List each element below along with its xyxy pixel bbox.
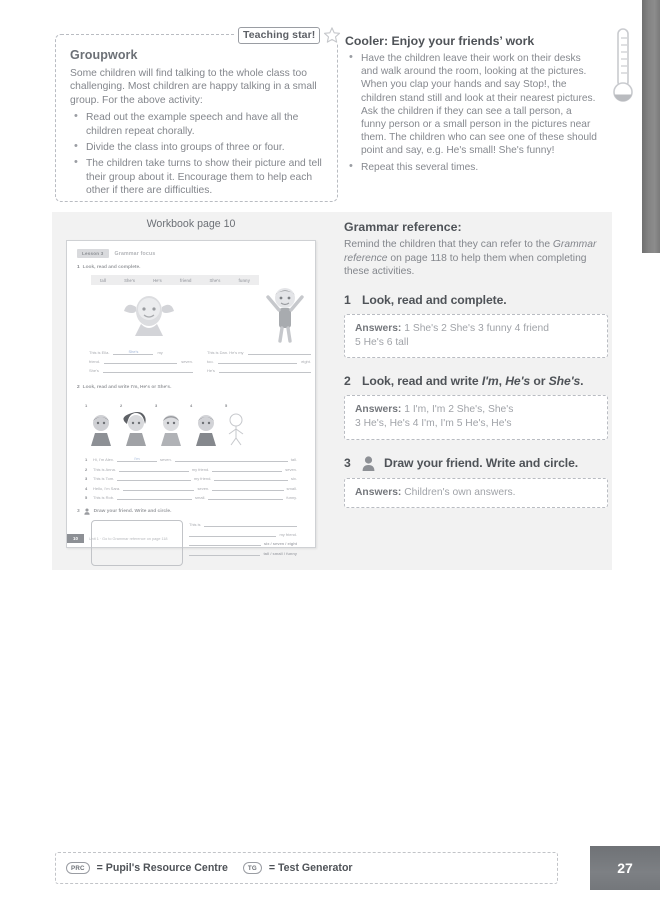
workbook-lesson-header bbox=[77, 249, 315, 258]
grammar-reference-intro bbox=[344, 238, 608, 279]
teaching-star-panel bbox=[55, 28, 338, 202]
workbook-answer-line[interactable] bbox=[89, 367, 193, 373]
face-thumb bbox=[225, 394, 247, 451]
answer-box bbox=[344, 478, 608, 508]
answer-line bbox=[355, 322, 598, 336]
blank-field[interactable] bbox=[123, 485, 194, 491]
line-tail: eight. bbox=[301, 359, 311, 364]
line-tail: my friend. bbox=[279, 531, 297, 537]
title-italic-1: I'm bbox=[481, 374, 499, 389]
answer-box bbox=[344, 314, 608, 358]
blank-field[interactable] bbox=[189, 550, 260, 556]
blank-field[interactable] bbox=[204, 521, 297, 527]
top-content-row bbox=[0, 24, 612, 204]
intro-after: on page 118 to help them when completing these activities. bbox=[344, 252, 587, 278]
workbook-answer-line[interactable] bbox=[85, 456, 297, 462]
line-text: friend. bbox=[89, 359, 101, 364]
workbook-caption: Workbook page 10 bbox=[146, 218, 236, 230]
line-tail: small. bbox=[286, 485, 297, 491]
blank-field[interactable] bbox=[175, 456, 288, 462]
workbook-ex1-col-right bbox=[207, 349, 311, 376]
blank-field[interactable] bbox=[212, 466, 282, 472]
answer-line: 3 He's, He's 4 I'm, I'm 5 He's, He's bbox=[355, 418, 512, 430]
workbook-ex1-answer-columns bbox=[89, 349, 315, 376]
wordbank-word: friend bbox=[179, 277, 192, 283]
workbook-page-preview[interactable] bbox=[66, 240, 316, 556]
line-tail: seven. bbox=[285, 466, 298, 472]
title-italic-2: He's bbox=[505, 374, 531, 389]
teaching-star-label: Teaching star! bbox=[238, 27, 320, 44]
thermometer-icon bbox=[610, 26, 636, 106]
face-thumb bbox=[120, 394, 152, 451]
answer-box bbox=[344, 395, 608, 439]
answers-text: 1 I'm, I'm 2 She's, She's bbox=[404, 404, 514, 416]
title-mid-2: or bbox=[530, 374, 549, 389]
wordbank-word: funny bbox=[238, 277, 250, 283]
line-mid: small. bbox=[195, 495, 206, 500]
line-options: six / seven / eight bbox=[263, 541, 297, 546]
wordbank-word: tall bbox=[100, 277, 107, 283]
line-text: He's bbox=[207, 368, 215, 373]
workbook-answer-line[interactable] bbox=[207, 349, 311, 355]
workbook-ex2-lines bbox=[85, 456, 297, 500]
cooler-title: Cooler: Enjoy your friends’ work bbox=[345, 34, 535, 48]
face-index: 2 bbox=[120, 403, 123, 408]
exercise-1-heading bbox=[344, 293, 608, 307]
line-mid: my friend. bbox=[193, 476, 212, 481]
grammar-reference-title: Grammar reference: bbox=[344, 220, 462, 234]
title-italic-3: She's bbox=[548, 374, 581, 389]
line-tail: funny. bbox=[286, 495, 297, 500]
title-end: . bbox=[580, 374, 584, 389]
exercise-2-heading bbox=[344, 374, 608, 388]
blank-field[interactable] bbox=[104, 358, 177, 364]
line-text: Hi, I'm Alex. bbox=[93, 457, 114, 462]
exercise-number: 3 bbox=[344, 456, 351, 471]
star-icon bbox=[323, 26, 341, 44]
filled-answer: She's bbox=[113, 349, 153, 355]
workbook-ex1-illustrations bbox=[67, 285, 315, 341]
workbook-ex2-text: Look, read and write I'm, He's or She's. bbox=[82, 385, 172, 390]
blank-field[interactable] bbox=[117, 475, 191, 481]
groupwork-title: Groupwork bbox=[70, 48, 138, 62]
blank-field[interactable] bbox=[119, 466, 189, 472]
list-item: • Divide the class into groups of three or four. bbox=[70, 141, 323, 154]
workbook-ex1-col-left bbox=[89, 349, 193, 376]
workbook-ex2-title bbox=[77, 385, 315, 390]
line-text: Hello, I'm Sara. bbox=[93, 485, 121, 491]
blank-field[interactable] bbox=[248, 349, 311, 355]
line-number: 1 bbox=[85, 457, 88, 462]
line-number: 4 bbox=[85, 485, 88, 491]
wordbank-word: She's bbox=[124, 277, 136, 283]
cooler-bullet-list bbox=[345, 52, 597, 174]
face-thumb bbox=[85, 394, 117, 451]
answer-line bbox=[355, 486, 598, 500]
workbook-drawing-box[interactable] bbox=[88, 520, 183, 566]
workbook-ex1-text: Look, read and complete. bbox=[82, 265, 141, 270]
blank-field[interactable] bbox=[214, 475, 288, 481]
line-text: This is Tom. bbox=[93, 476, 115, 481]
list-item: • Read out the example speech and have all the children repeat chorally. bbox=[70, 111, 323, 138]
answers-text: 1 She's 2 She's 3 funny 4 friend bbox=[404, 322, 549, 334]
workbook-footer-note: Unit 1 · Go to Grammar reference on page 118 bbox=[88, 536, 168, 541]
answers-label: Answers: bbox=[355, 404, 402, 416]
answer-line bbox=[355, 403, 598, 417]
line-mid: seven. bbox=[160, 457, 172, 462]
line-options: tall / small / funny bbox=[263, 550, 297, 556]
workbook-answer-line[interactable] bbox=[85, 485, 297, 491]
face-thumb bbox=[190, 394, 222, 451]
boy-illustration bbox=[263, 285, 307, 343]
cooler-section bbox=[345, 34, 597, 177]
child-illustration bbox=[85, 412, 117, 446]
workbook-answer-line[interactable] bbox=[85, 494, 297, 500]
workbook-page-number: 10 bbox=[67, 534, 84, 543]
workbook-lesson-focus: Grammar focus bbox=[114, 250, 156, 257]
list-item: • Repeat this several times. bbox=[345, 161, 597, 174]
child-illustration bbox=[120, 412, 152, 446]
blank-field[interactable] bbox=[212, 485, 283, 491]
answer-line: 5 He's 6 tall bbox=[355, 336, 409, 348]
blank-field[interactable] bbox=[117, 494, 192, 500]
prc-chip: PRC bbox=[66, 862, 90, 874]
line-text: This is Ella. bbox=[89, 350, 110, 355]
exercise-number: 1 bbox=[344, 292, 351, 307]
answers-label: Answers: bbox=[355, 486, 402, 498]
answers-text: Children's own answers. bbox=[404, 486, 516, 498]
tg-label: = Test Generator bbox=[268, 862, 353, 874]
workbook-answer-line[interactable] bbox=[89, 358, 193, 364]
groupwork-bullet-list bbox=[70, 111, 323, 197]
blank-field[interactable] bbox=[103, 367, 193, 373]
workbook-ex2-num: 2 bbox=[77, 385, 80, 390]
workbook-answer-line[interactable] bbox=[207, 367, 311, 373]
girl-illustration bbox=[119, 287, 179, 343]
wordbank-word: She's bbox=[209, 277, 221, 283]
workbook-page-footer bbox=[67, 531, 315, 543]
workbook-ex1-num: 1 bbox=[77, 265, 80, 270]
title-plain: Look, read and write bbox=[362, 374, 482, 389]
workbook-ex3-text: Draw your friend. Write and circle. bbox=[93, 509, 172, 514]
answers-label: Answers: bbox=[355, 322, 402, 334]
child-illustration bbox=[190, 412, 222, 446]
title-mid-1: , bbox=[498, 374, 506, 389]
workbook-ex1-title bbox=[77, 265, 315, 270]
exercise-title bbox=[362, 374, 583, 388]
prc-label: = Pupil's Resource Centre bbox=[96, 862, 228, 874]
page-number: 27 bbox=[590, 846, 660, 890]
blank-field[interactable] bbox=[208, 494, 283, 500]
workbook-ex2-faces bbox=[85, 394, 315, 451]
workbook-ex3-num: 3 bbox=[77, 509, 80, 514]
line-tail: seven. bbox=[181, 359, 193, 364]
stick-figure-illustration bbox=[225, 412, 247, 446]
blank-field[interactable] bbox=[218, 358, 298, 364]
workbook-wordbank bbox=[91, 275, 259, 285]
workbook-answer-line[interactable] bbox=[207, 358, 311, 364]
exercise-3-heading bbox=[344, 456, 608, 471]
blank-field[interactable] bbox=[219, 367, 311, 373]
wordbank-word: He's bbox=[153, 277, 162, 283]
face-index: 5 bbox=[225, 403, 228, 408]
line-number: 5 bbox=[85, 495, 88, 500]
intro-before: Remind the children that they can refer to the bbox=[344, 239, 553, 250]
face-index: 4 bbox=[190, 403, 193, 408]
list-item: • Have the children leave their work on their desks and walk around the room, looking at the pictures. When you clap your hands and say Stop!, the children stand still and look at their nearest pictures. Ask the children if they can see a tall person, a funny person or a small person in the pictures near them. The children who can see one of these should point and say, e.g. He's small! She's funny! bbox=[345, 52, 597, 158]
workbook-answer-line[interactable] bbox=[189, 521, 297, 527]
exercise-title: Draw your friend. Write and circle. bbox=[384, 456, 579, 471]
line-number: 2 bbox=[85, 466, 88, 472]
line-mid: my friend. bbox=[191, 466, 210, 472]
grammar-reference-section bbox=[344, 220, 608, 524]
filled-answer: I'm bbox=[117, 456, 157, 462]
workbook-answer-line[interactable] bbox=[189, 550, 297, 556]
workbook-answer-line[interactable] bbox=[85, 475, 297, 481]
workbook-ex3-title bbox=[77, 508, 315, 515]
person-icon bbox=[84, 508, 90, 515]
line-text: This is Anna. bbox=[93, 466, 116, 472]
exercise-title: Look, read and complete. bbox=[362, 292, 507, 307]
face-index: 1 bbox=[85, 403, 88, 408]
line-tail: my bbox=[157, 350, 163, 355]
list-item: • The children take turns to show their picture and tell their group about it. Encourage them to help each other if there are difficulties. bbox=[70, 157, 323, 197]
face-index: 3 bbox=[155, 403, 158, 408]
footer-key-legend bbox=[55, 852, 558, 884]
line-text: too. bbox=[207, 359, 214, 364]
line-text: This is Rob. bbox=[93, 495, 115, 500]
face-thumb bbox=[155, 394, 187, 451]
groupwork-intro: Some children will find talking to the whole class too challenging. Most children are happy talking in a small group. For the above activity: bbox=[70, 68, 317, 106]
teaching-star-badge bbox=[236, 26, 343, 44]
exercise-number: 2 bbox=[344, 374, 351, 389]
workbook-answer-line[interactable] bbox=[85, 466, 297, 472]
line-text: This is bbox=[189, 522, 201, 527]
line-tail: six. bbox=[291, 476, 298, 481]
workbook-lesson-tag: Lesson 3 bbox=[77, 249, 109, 258]
line-mid: seven. bbox=[197, 485, 210, 491]
workbook-ex3-lines bbox=[189, 521, 297, 566]
line-number: 3 bbox=[85, 476, 88, 481]
child-illustration bbox=[155, 412, 187, 446]
section-tab-marker bbox=[642, 0, 660, 253]
workbook-answer-line[interactable] bbox=[89, 349, 193, 355]
line-tail: tall. bbox=[290, 457, 297, 462]
intro-italic: Grammar reference bbox=[344, 239, 597, 264]
person-icon bbox=[362, 456, 375, 471]
line-text: This is Dan. He's my bbox=[207, 350, 244, 355]
line-text: She's bbox=[89, 368, 99, 373]
tg-chip: TG bbox=[243, 862, 262, 874]
